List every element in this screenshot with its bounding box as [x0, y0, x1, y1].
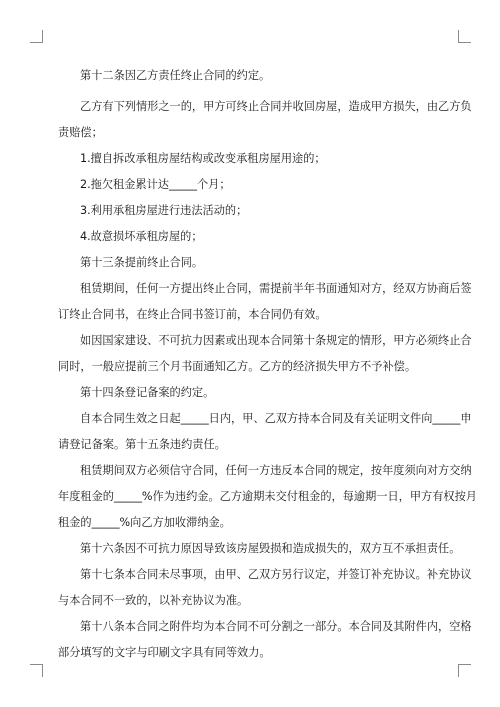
- article-17-text-continued: 与本合同不一致的，以补充协议为准。: [58, 594, 249, 607]
- article-13-paragraph-2-continued: 同时，一般应提前三个月书面通知乙方。乙方的经济损失甲方不予补偿。: [58, 360, 417, 373]
- article-18-text-continued: 部分填写的文字与印刷文字具有同等效力。: [58, 646, 271, 659]
- article-12-item-2: 2.拖欠租金累计达_____个月；: [80, 178, 231, 191]
- article-14-heading: 第十四条登记备案的约定。: [80, 386, 215, 399]
- article-12-item-3: 3.利用承租房屋进行违法活动的；: [80, 204, 248, 217]
- article-12-text: 乙方有下列情形之一的，甲方可终止合同并收回房屋，造成甲方损失，由乙方负: [80, 100, 472, 113]
- article-18-text: 第十八条本合同之附件均为本合同不可分割之一部分。本合同及其附件内，空格: [80, 620, 472, 633]
- article-12-item-1: 1.擅自拆改承租房屋结构或改变承租房屋用途的；: [80, 152, 326, 165]
- article-15-paragraph: 租赁期间双方必须信守合同，任何一方违反本合同的规定，按年度须向对方交纳: [80, 464, 472, 477]
- article-14-text: 自本合同生效之日起_____日内，甲、乙双方持本合同及有关证明文件向_____申: [80, 412, 472, 425]
- article-15-paragraph-continued: 年度租金的_____%作为违约金。乙方逾期未交付租金的，每逾期一日，甲方有权按月: [58, 490, 477, 503]
- article-12-item-4: 4.故意损坏承租房屋的；: [80, 230, 203, 243]
- article-13-paragraph-1: 租赁期间，任何一方提出终止合同，需提前半年书面通知对方，经双方协商后签: [80, 282, 472, 295]
- article-12-heading: 第十二条因乙方责任终止合同的约定。: [80, 69, 271, 82]
- article-13-paragraph-1-continued: 订终止合同书，在终止合同书签订前，本合同仍有效。: [58, 308, 327, 321]
- article-13-paragraph-2: 如因国家建设、不可抗力因素或出现本合同第十条规定的情形，甲方必须终止合: [80, 334, 472, 347]
- article-16-text: 第十六条因不可抗力原因导致该房屋毁损和造成损失的，双方互不承担责任。: [80, 542, 461, 555]
- article-13-heading: 第十三条提前终止合同。: [80, 256, 204, 269]
- article-12-text-continued: 责赔偿；: [58, 126, 103, 139]
- article-17-text: 第十七条本合同未尽事项，由甲、乙双方另行议定，并签订补充协议。补充协议: [80, 568, 472, 581]
- article-14-text-continued: 请登记备案。第十五条违约责任。: [58, 438, 226, 451]
- article-15-paragraph-end: 租金的_____%向乙方加收滞纳金。: [58, 516, 231, 529]
